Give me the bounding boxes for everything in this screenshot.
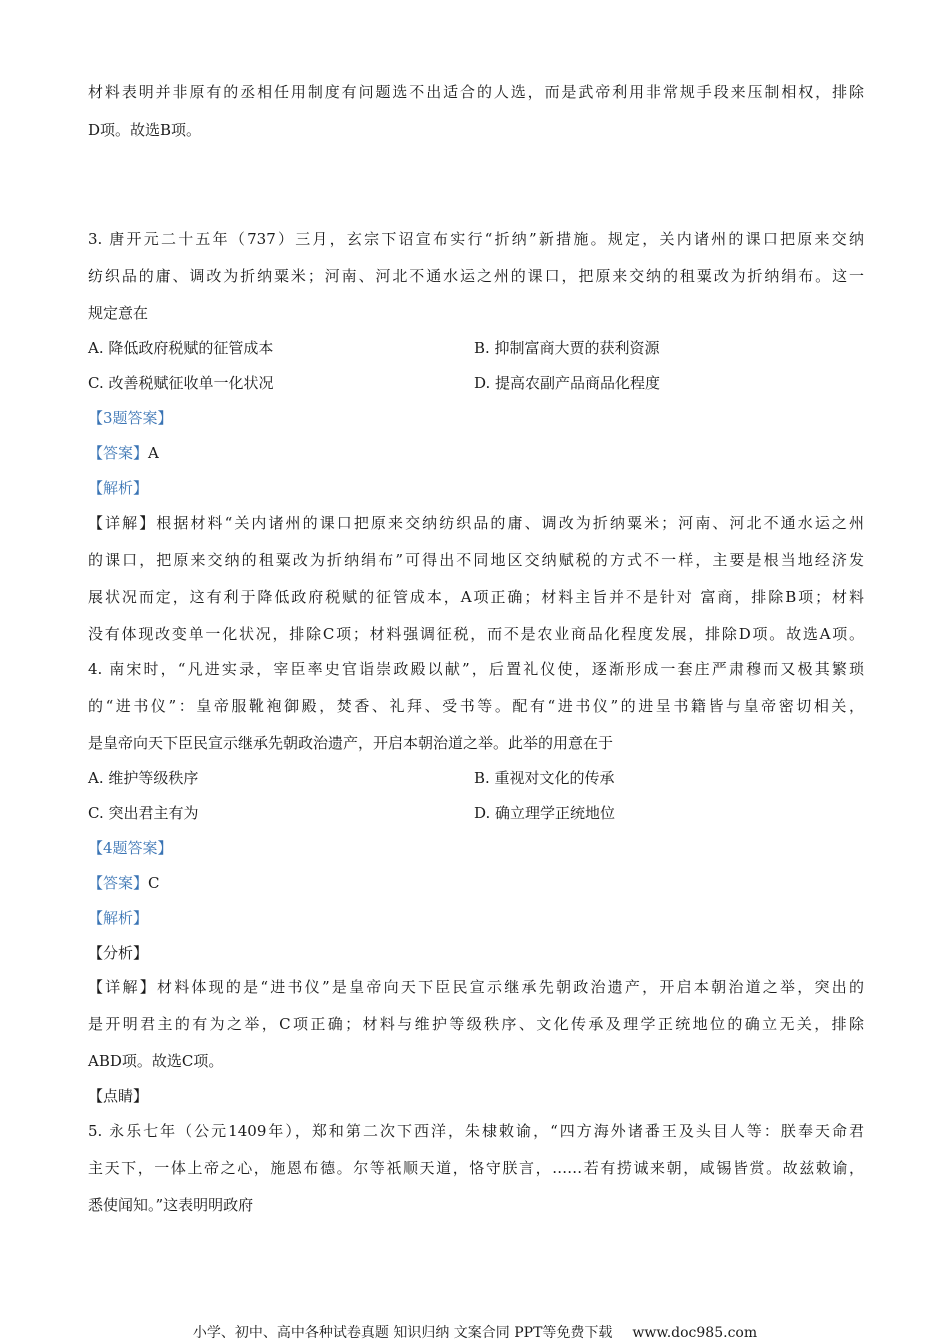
page-footer: [0, 1322, 950, 1342]
q3-option-c: C. 改善税赋征收单一化状况: [88, 374, 274, 392]
prev-explanation-line: D项。故选B项。: [88, 121, 202, 139]
answer-tag: 【答案】: [88, 444, 149, 462]
q3-answer-heading: 【3题答案】: [88, 409, 173, 427]
q3-detail-line: 【详解】根据材料“关内诸州的课口把原来交纳纺织品的庸、调改为折纳粟米；河南、河北不通水运之州: [88, 514, 864, 532]
prev-explanation-line: 材料表明并非原有的丞相任用制度有问题选不出适合的人选，而是武帝利用非常规手段来压制相权，排除: [88, 83, 864, 101]
q3-detail-line: 的课口，把原来交纳的租粟改为折纳绢布”可得出不同地区交纳赋税的方式不一样，主要是根当地经济发: [88, 551, 864, 569]
q4-answer-line: [88, 873, 160, 893]
q4-detail-line: 是开明君主的有为之举，C项正确；材料与维护等级秩序、文化传承及理学正统地位的确立无关，排除: [88, 1015, 864, 1033]
q3-stem-line: 规定意在: [88, 304, 149, 322]
q4-option-c: C. 突出君主有为: [88, 804, 199, 822]
q3-detail-line: 展状况而定，这有利于降低政府税赋的征管成本，A项正确；材料主旨并不是针对 富商，排除B项；材料: [88, 588, 864, 606]
q4-detail-line: ABD项。故选C项。: [88, 1052, 224, 1070]
q5-stem-line: 主天下，一体上帝之心，施恩布德。尔等祇顺天道，恪守朕言，……若有捞诚来朝，咸锡皆赏。故兹敕谕，: [88, 1159, 864, 1177]
q3-analysis-tag: 【解析】: [88, 479, 149, 497]
q5-stem-line: 悉使闻知。”这表明明政府: [88, 1196, 254, 1214]
q3-option-d: D. 提高农副产品商品化程度: [474, 374, 661, 392]
q3-option-b: B. 抑制富商大贾的获利资源: [474, 339, 660, 357]
footer-text: 小学、初中、高中各种试卷真题 知识归纳 文案合同 PPT等免费下载: [192, 1325, 613, 1341]
q3-detail-line: 没有体现改变单一化状况，排除C项；材料强调征税，而不是农业商品化程度发展，排除D项。故选A项。: [88, 625, 864, 643]
detail-tag: 【详解】: [88, 978, 157, 996]
q4-option-a: A. 维护等级秩序: [88, 769, 199, 787]
q3-answer-line: [88, 443, 159, 463]
q5-stem-line: 5. 永乐七年（公元1409年），郑和第二次下西洋，朱棣敕谕，“四方海外诸番王及头目人等：朕奉天命君: [88, 1122, 864, 1140]
q4-stem-line: 4. 南宋时，“凡进实录，宰臣率史官诣崇政殿以献”，后置礼仪使，逐渐形成一套庄严肃穆而又极其繁琐: [88, 660, 864, 678]
q3-option-a: A. 降低政府税赋的征管成本: [88, 339, 274, 357]
q4-stem-line: 是皇帝向天下臣民宣示继承先朝政治遗产，开启本朝治道之举。此举的用意在于: [88, 734, 614, 752]
q4-answer-heading: 【4题答案】: [88, 839, 173, 857]
q3-stem-line: 3. 唐开元二十五年（737）三月，玄宗下诏宣布实行“折纳”新措施。规定，关内诸州的课口把原来交纳: [88, 230, 864, 248]
q4-detail-line: 【详解】材料体现的是“进书仪”是皇帝向天下臣民宣示继承先朝政治遗产，开启本朝治道之举，突出的: [88, 978, 864, 996]
q4-option-b: B. 重视对文化的传承: [474, 769, 615, 787]
detail-tag: 【详解】: [88, 514, 157, 532]
q4-answer-value: C: [148, 874, 160, 892]
q3-stem-line: 纺织品的庸、调改为折纳粟米；河南、河北不通水运之州的课口，把原来交纳的租粟改为折纳绢布。这一: [88, 267, 864, 285]
answer-tag: 【答案】: [88, 874, 149, 892]
q4-fenxi-tag: 【分析】: [88, 944, 149, 962]
q4-option-d: D. 确立理学正统地位: [474, 804, 616, 822]
q4-analysis-tag: 【解析】: [88, 909, 149, 927]
q4-dianjing-tag: 【点睛】: [88, 1087, 149, 1105]
q3-answer-value: A: [148, 444, 159, 462]
footer-url[interactable]: www.doc985.com: [632, 1325, 758, 1341]
q4-stem-line: 的“进书仪”：皇帝服靴袍御殿，焚香、礼拜、受书等。配有“进书仪”的进呈书籍皆与皇帝密切相关，: [88, 697, 864, 715]
